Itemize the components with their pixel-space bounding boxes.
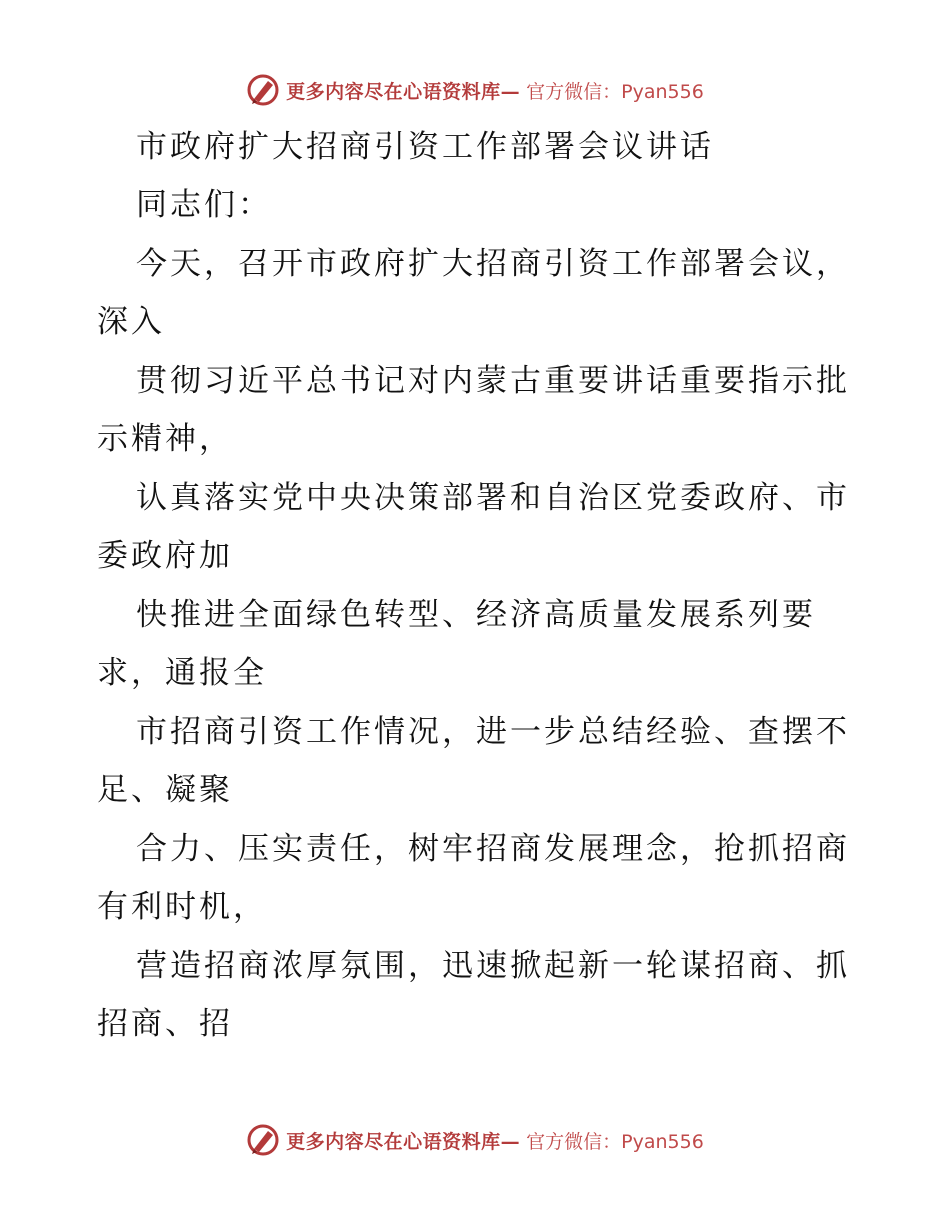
banner-wechat: 官方微信：Pyan556 (526, 80, 704, 103)
paragraph-line: 合力、压实责任，树牢招商发展理念，抢抓招商 (136, 831, 850, 867)
paragraph-line: 今天，召开市政府扩大招商引资工作部署会议， (136, 246, 850, 282)
paragraph-line: 示精神， (97, 421, 233, 457)
paragraph-line: 认真落实党中央决策部署和自治区党委政府、市 (136, 480, 850, 516)
document-greeting: 同志们： (136, 187, 272, 223)
banner-wechat: 官方微信：Pyan556 (526, 1130, 704, 1153)
paragraph-line: 足、凝聚 (97, 772, 233, 808)
paragraph-line: 深入 (97, 304, 165, 340)
paragraph-line: 委政府加 (97, 538, 233, 574)
pen-logo-icon (246, 73, 280, 107)
paragraph-line: 有利时机， (97, 889, 267, 925)
header-banner (0, 70, 950, 110)
paragraph-line: 招商、招 (97, 1006, 233, 1042)
pen-logo-icon (246, 1123, 280, 1157)
paragraph-line: 营造招商浓厚氛围，迅速掀起新一轮谋招商、抓 (136, 948, 850, 984)
document-title: 市政府扩大招商引资工作部署会议讲话 (136, 129, 714, 165)
paragraph-line: 贯彻习近平总书记对内蒙古重要讲话重要指示批 (136, 363, 850, 399)
paragraph-line: 市招商引资工作情况，进一步总结经验、查摆不 (136, 714, 850, 750)
paragraph-line: 快推进全面绿色转型、经济高质量发展系列要 (136, 597, 816, 633)
banner-text: 更多内容尽在心语资料库— (286, 80, 521, 103)
paragraph-line: 求，通报全 (97, 655, 267, 691)
footer-banner (0, 1120, 950, 1160)
banner-text: 更多内容尽在心语资料库— (286, 1130, 521, 1153)
